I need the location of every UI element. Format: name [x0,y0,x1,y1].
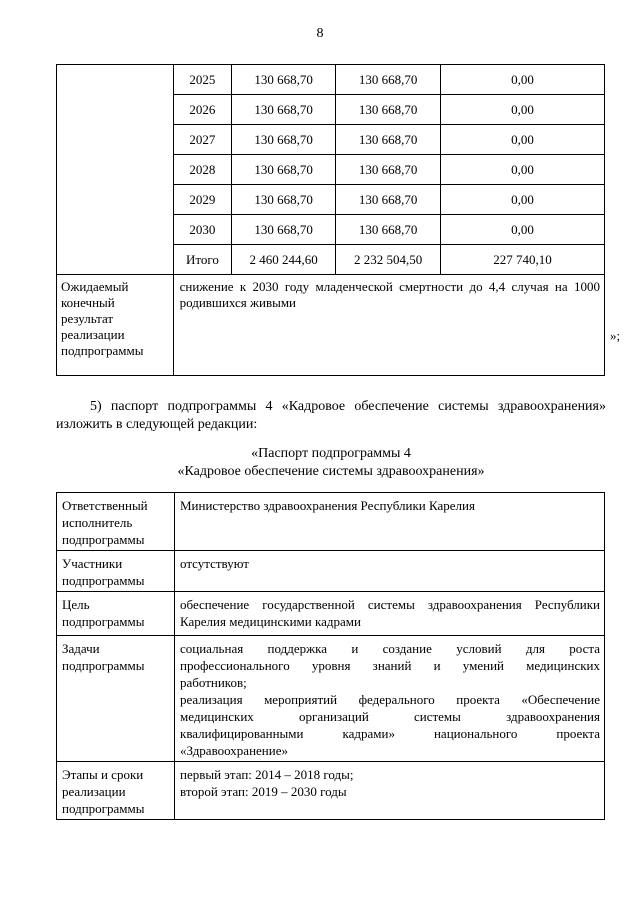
total-cell: 130 668,70 [232,185,336,215]
stages-label: Этапы и сроки реализации подпрограммы [57,762,175,820]
table-row [57,762,605,820]
tasks-label: Задачи подпрограммы [57,636,175,762]
regional-cell: 130 668,70 [336,185,441,215]
stages-value [175,762,605,820]
paragraph-line-2: изложить в следующей редакции: [56,417,258,432]
stage-line: первый этап: 2014 – 2018 годы; [180,767,354,782]
regional-cell: 2 232 504,50 [336,245,441,275]
total-cell: 2 460 244,60 [232,245,336,275]
result-label: Ожидаемый конечный результат реализации подпрограммы [57,275,174,376]
table-row [57,551,605,592]
table-row [57,275,605,376]
stage-line: второй этап: 2019 – 2030 годы [180,784,347,799]
responsible-value: Министерство здравоохранения Республики Карелия [175,493,605,551]
title-line-1: «Паспорт подпрограммы 4 [251,446,411,461]
task-line: профессионального уровня знаний и умений медицинских [180,658,600,673]
total-cell: 130 668,70 [232,215,336,245]
regional-cell: 130 668,70 [336,215,441,245]
year-cell: 2030 [173,215,232,245]
passport-table [56,492,605,820]
federal-cell: 0,00 [441,185,605,215]
passport-title [56,445,606,481]
federal-cell: 227 740,10 [441,245,605,275]
task-line: медицинских организаций системы здравоохранения [180,709,600,724]
table-row [57,636,605,762]
task-line: социальная поддержка и создание условий для роста [180,641,600,656]
year-cell: 2027 [173,125,232,155]
federal-cell: 0,00 [441,95,605,125]
tasks-value [175,636,605,762]
year-cell: 2028 [173,155,232,185]
task-line: квалифицированными кадрами» национального проекта [180,726,600,741]
goal-value: обеспечение государственной системы здравоохранения Республики Карелия медицинскими кадрами [175,592,605,636]
closing-quote: »; [610,328,621,343]
table-row [57,493,605,551]
regional-cell: 130 668,70 [336,125,441,155]
year-cell: 2026 [173,95,232,125]
federal-cell: 0,00 [441,155,605,185]
finance-table [56,64,605,376]
total-cell: 130 668,70 [232,65,336,95]
year-cell: 2029 [173,185,232,215]
federal-cell: 0,00 [441,65,605,95]
task-line: реализация мероприятий федерального проекта «Обеспечение [180,692,600,707]
total-cell: 130 668,70 [232,95,336,125]
task-line: работников; [180,675,247,690]
participants-value: отсутствуют [175,551,605,592]
federal-cell: 0,00 [441,215,605,245]
regional-cell: 130 668,70 [336,95,441,125]
task-line: «Здравоохранение» [180,743,288,758]
total-cell: 130 668,70 [232,125,336,155]
goal-label: Цель подпрограммы [57,592,175,636]
paragraph-line-1: 5) паспорт подпрограммы 4 «Кадровое обеспечение системы здравоохранения» [90,399,606,414]
table-row [57,65,605,95]
empty-label-cell [57,65,174,275]
year-cell: 2025 [173,65,232,95]
total-cell: 130 668,70 [232,155,336,185]
page-number: 8 [316,26,324,41]
result-value: снижение к 2030 году младенческой смертности до 4,4 случая на 1000 родившихся живыми [173,275,604,376]
regional-cell: 130 668,70 [336,155,441,185]
federal-cell: 0,00 [441,125,605,155]
title-line-2: «Кадровое обеспечение системы здравоохранения» [177,464,485,479]
responsible-label: Ответственный исполнитель подпрограммы [57,493,175,551]
table-row [57,592,605,636]
amendment-paragraph [56,398,606,434]
year-cell: Итого [173,245,232,275]
participants-label: Участники подпрограммы [57,551,175,592]
regional-cell: 130 668,70 [336,65,441,95]
